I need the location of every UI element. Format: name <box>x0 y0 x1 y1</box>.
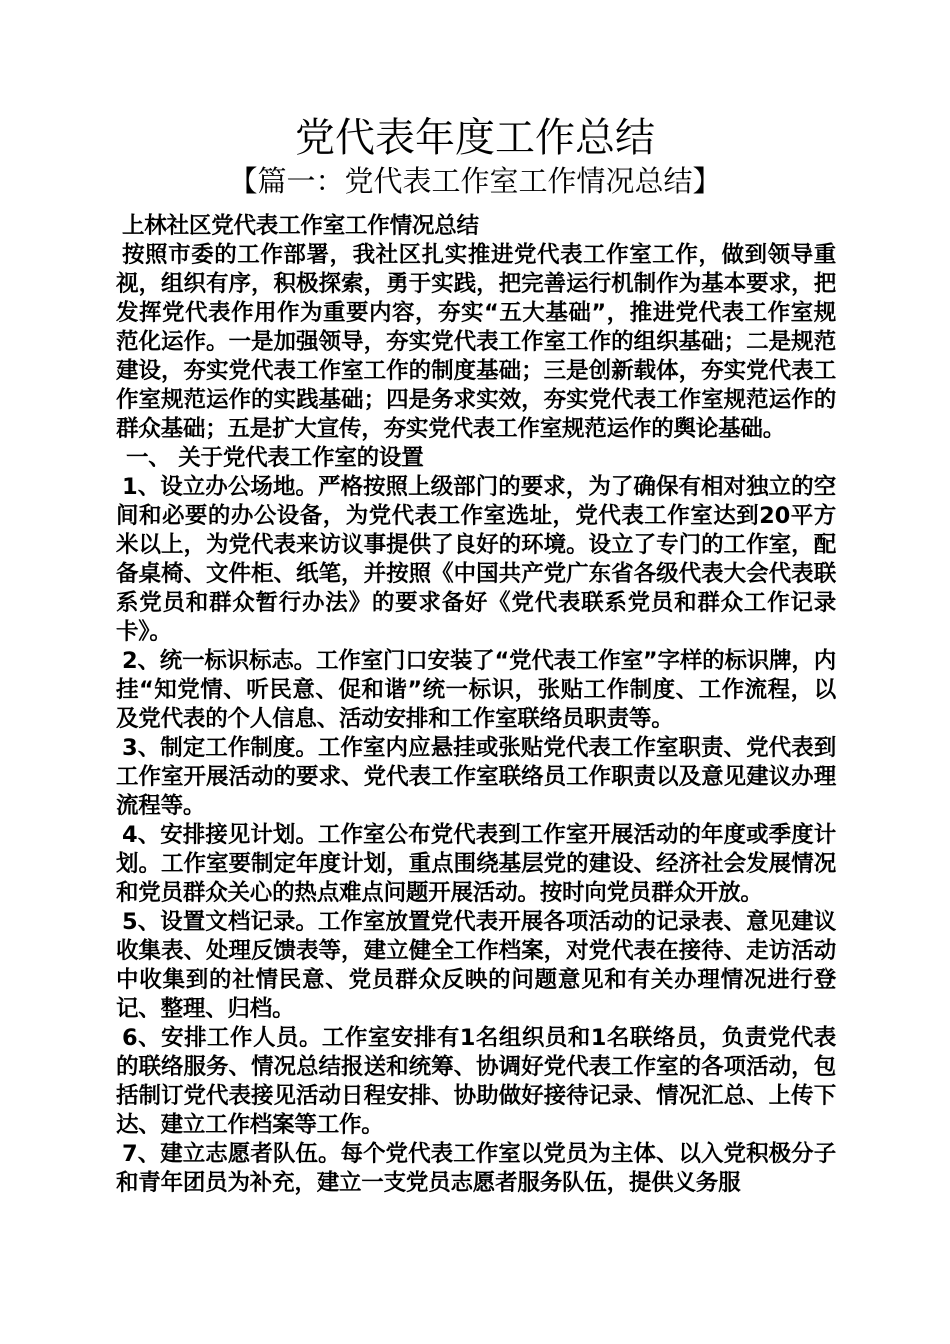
list-item-2: 2、统一标识标志。工作室门口安装了“党代表工作室”字样的标识牌，内挂“知党情、听民意、促和谐”统一标识，张贴工作制度、工作流程，以及党代表的个人信息、活动安排和工作室联络员职责等。 <box>116 648 836 732</box>
intro-paragraph: 按照市委的工作部署，我社区扎实推进党代表工作室工作，做到领导重视，组织有序，积极探索，勇于实践，把完善运行机制作为基本要求，把发挥党代表作用作为重要内容，夯实“五大基础”，推进党代表工作室规范化运作。一是加强领导，夯实党代表工作室工作的组织基础；二是规范建设，夯实党代表工作室工作的制度基础；三是创新载体，夯实党代表工作室规范运作的实践基础；四是务求实效，夯实党代表工作室规范运作的群众基础；五是扩大宣传，夯实党代表工作室规范运作的舆论基础。 <box>116 242 836 442</box>
section-heading: 上林社区党代表工作室工作情况总结 <box>122 213 479 239</box>
list-item-3: 3、制定工作制度。工作室内应悬挂或张贴党代表工作室职责、党代表到工作室开展活动的要求、党代表工作室联络员工作职责以及意见建议办理流程等。 <box>116 735 836 819</box>
document-title: 党代表年度工作总结 <box>295 115 655 161</box>
list-item-7: 7、建立志愿者队伍。每个党代表工作室以党员为主体、以入党积极分子和青年团员为补充，建立一支党员志愿者服务队伍，提供义务服 <box>116 1141 836 1196</box>
list-item-5: 5、设置文档记录。工作室放置党代表开展各项活动的记录表、意见建议收集表、处理反馈表等，建立健全工作档案，对党代表在接待、走访活动中收集到的社情民意、党员群众反映的问题意见和有关办理情况进行登记、整理、归档。 <box>116 909 836 1022</box>
list-item-6: 6、安排工作人员。工作室安排有1名组织员和1名联络员，负责党代表的联络服务、情况总结报送和统筹、协调好党代表工作室的各项活动，包括制订党代表接见活动日程安排、协助做好接待记录、情况汇总、上传下达、建立工作档案等工作。 <box>116 1025 836 1138</box>
list-item-4: 4、安排接见计划。工作室公布党代表到工作室开展活动的年度或季度计划。工作室要制定年度计划，重点围绕基层党的建设、经济社会发展情况和党员群众关心的热点难点问题开展活动。按时向党员群众开放。 <box>116 822 836 906</box>
section-one-heading: 一、 关于党代表工作室的设置 <box>126 445 424 471</box>
list-item-1: 1、设立办公场地。严格按照上级部门的要求，为了确保有相对独立的空间和必要的办公设备，为党代表工作室选址，党代表工作室达到20平方米以上，为党代表来访议事提供了良好的环境。设立了专门的工作室，配备桌椅、文件柜、纸笔，并按照《中国共产党广东省各级代表大会代表联系党员和群众暂行办法》的要求备好《党代表联系党员和群众工作记录卡》。 <box>116 474 836 645</box>
document-body <box>116 212 836 1198</box>
document-subtitle: 【篇一：党代表工作室工作情况总结】 <box>228 164 722 198</box>
